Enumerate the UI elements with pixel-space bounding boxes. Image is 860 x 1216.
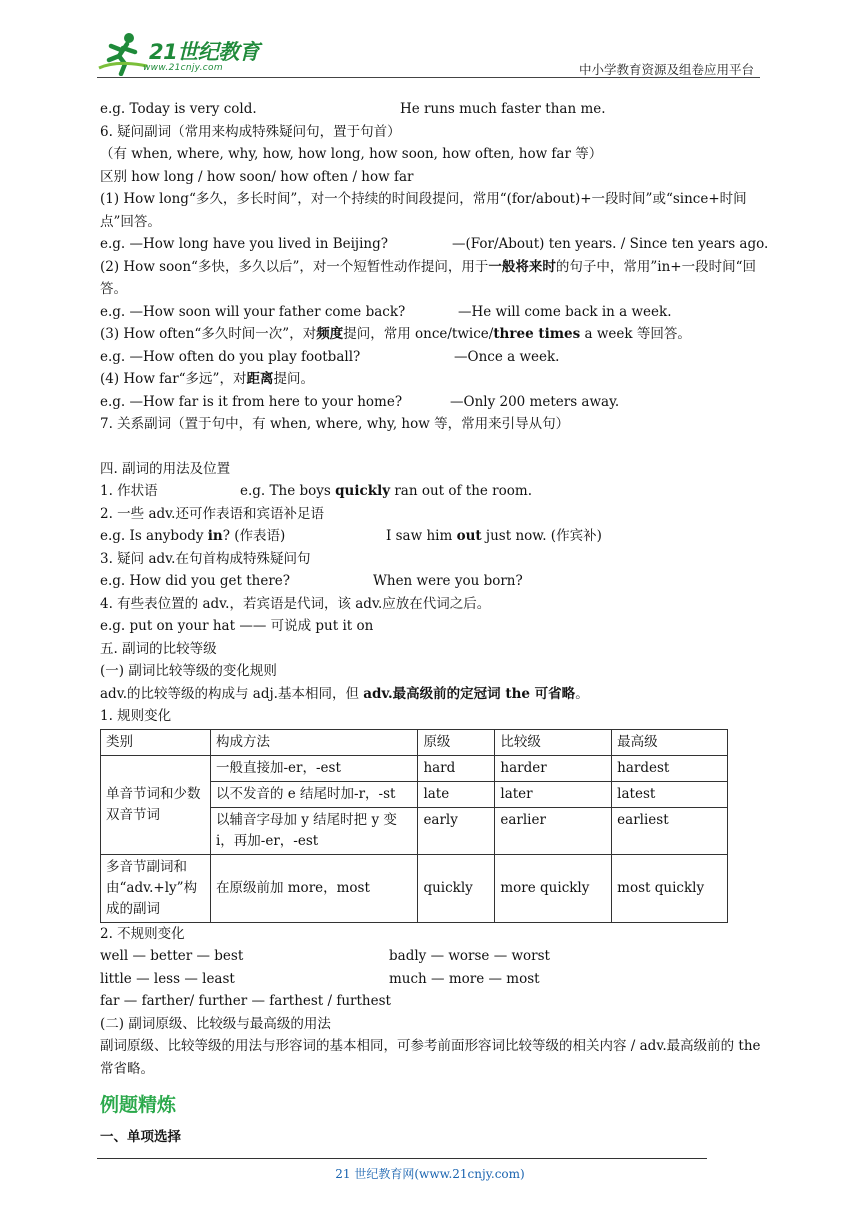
example-answer: —Only 200 meters away. — [450, 393, 620, 410]
table-cell: hard — [418, 755, 495, 781]
text-line — [100, 968, 762, 991]
logo — [97, 30, 267, 76]
table-row — [101, 755, 728, 781]
text-line — [100, 525, 762, 548]
examples-title: 例题精炼 — [100, 1094, 177, 1116]
table-cell: 一般直接加-er，-est — [210, 755, 417, 781]
example-answer: —(For/About) ten years. / Since ten years ago. — [452, 236, 769, 252]
text-line: 3. 疑问 adv.在句首构成特殊疑问句 — [100, 550, 311, 567]
table-cell: harder — [495, 755, 612, 781]
example-answer: —He will come back in a week. — [458, 303, 672, 320]
text-span: 的句子中，常用”in+一段时间“回答。 — [100, 258, 756, 297]
text-line — [100, 256, 762, 301]
text-line — [100, 391, 762, 414]
text-line — [100, 323, 762, 346]
example-question: e.g. —How soon will your father come back? — [100, 303, 406, 320]
text-line — [100, 570, 762, 593]
text-line: 4. 有些表位置的 adv.，若宾语是代词，该 adv.应放在代词之后。 — [100, 595, 491, 612]
table-header-cell: 最高级 — [612, 729, 728, 755]
text-line: 1. 规则变化 — [100, 708, 172, 724]
example-text: When were you born? — [373, 573, 523, 589]
table-cell: late — [418, 781, 495, 807]
text-line: （有 when, where, why, how, how long, how soon, how often, how far 等） — [100, 146, 603, 162]
comparison-table — [100, 729, 728, 923]
text-line — [100, 683, 762, 706]
table-header-cell: 构成方法 — [210, 729, 417, 755]
table-cell: quickly — [418, 854, 495, 922]
text-span: (2) How soon“多快，多久以后”，对一个短暂性动作提问，用于 — [100, 258, 489, 275]
example-question: e.g. —How far is it from here to your home? — [100, 393, 403, 410]
bold-term: 频度 — [316, 326, 344, 342]
table-header-cell: 比较级 — [495, 729, 612, 755]
text-line: 7. 关系副词（置于句中，有 when, where, why, how 等，常用来引导从句） — [100, 416, 570, 432]
example-text — [240, 480, 532, 503]
text-span: e.g. The boys — [240, 483, 336, 499]
example-text — [386, 525, 602, 548]
text-line — [100, 945, 762, 968]
text-line — [100, 368, 762, 391]
table-group-cell: 多音节副词和由“adv.+ly”构成的副词 — [101, 854, 211, 922]
example-text: e.g. How did you get there? — [100, 573, 291, 589]
example-answer: —Once a week. — [454, 348, 560, 365]
table-header-cell: 原级 — [418, 729, 495, 755]
text-line — [100, 233, 769, 256]
text-line: 区别 how long / how soon/ how often / how far — [100, 168, 414, 185]
irregular-form: well — better — best — [100, 948, 244, 964]
text-span: adv.的比较等级的构成与 adj.基本相同，但 — [100, 685, 364, 702]
table-group-cell: 单音节词和少数双音节词 — [101, 755, 211, 854]
bold-term: 一般将来时 — [488, 258, 556, 275]
irregular-form: badly — worse — worst — [389, 948, 550, 964]
text-line: (1) How long“多久，多长时间”，对一个持续的时间段提问，常用“(for/about)+一段时间”或“since+时间点”回答。 — [100, 191, 747, 230]
irregular-form: little — less — least — [100, 970, 235, 987]
footer-text: 21 世纪教育网(www.21cnjy.com) — [335, 1167, 525, 1181]
table-cell: early — [418, 807, 495, 854]
page-content — [100, 98, 769, 1150]
examples-subtitle: 一、单项选择 — [100, 1129, 181, 1145]
table-cell: latest — [612, 781, 728, 807]
table-cell: later — [495, 781, 612, 807]
section-heading: 五. 副词的比较等级 — [100, 640, 217, 657]
text-span: 提问，常用 once/twice/ — [343, 326, 494, 342]
text-line — [100, 346, 762, 369]
table-cell: 以辅音字母加 y 结尾时把 y 变 i，再加-er，-est — [210, 807, 417, 854]
example-text: He runs much faster than me. — [400, 101, 606, 117]
text-span: 。 — [575, 685, 589, 702]
example-text — [100, 528, 285, 544]
table-cell: 以不发音的 e 结尾时加-r，-st — [210, 781, 417, 807]
text-span: I saw him — [386, 528, 457, 544]
text-line: far — farther/ further — farthest / furthest — [100, 993, 391, 1009]
bold-term: quickly — [335, 483, 391, 499]
text-line: e.g. put on your hat —— 可说成 put it on — [100, 618, 374, 634]
logo-url: www.21cnjy.com — [143, 63, 223, 73]
text-span: e.g. Is anybody — [100, 528, 208, 544]
text-line: 2. 不规则变化 — [100, 925, 185, 942]
header-divider — [97, 77, 760, 78]
spacer — [100, 436, 762, 458]
table-cell: 在原级前加 more，most — [210, 854, 417, 922]
page-header — [97, 30, 760, 78]
text-span: 提问。 — [273, 371, 314, 387]
platform-name: 中小学教育资源及组卷应用平台 — [578, 62, 754, 77]
table-header-cell: 类别 — [101, 729, 211, 755]
text-span: ran out of the room. — [390, 483, 532, 499]
irregular-form: much — more — most — [389, 970, 540, 987]
footer-divider — [97, 1158, 707, 1159]
text-span: a week 等回答。 — [580, 326, 691, 342]
runner-logo-icon — [97, 30, 149, 76]
section-heading: 四. 副词的用法及位置 — [100, 460, 231, 477]
bold-term: out — [456, 528, 482, 544]
bold-term: 距离 — [246, 371, 274, 387]
table-row — [101, 854, 728, 922]
text-line: 2. 一些 adv.还可作表语和宾语补足语 — [100, 505, 324, 522]
bold-term: in — [207, 528, 223, 544]
example-text: e.g. Today is very cold. — [100, 101, 257, 117]
table-cell: more quickly — [495, 854, 612, 922]
text-line — [100, 98, 762, 121]
subsection-heading: (一) 副词比较等级的变化规则 — [100, 663, 277, 679]
text-span: 1. 作状语 — [100, 483, 158, 499]
table-cell: earliest — [612, 807, 728, 854]
text-span: just now. (作宾补) — [481, 528, 602, 544]
logo-text: 21世纪教育 — [149, 40, 260, 64]
example-question: e.g. —How often do you play football? — [100, 348, 361, 365]
table-cell: earlier — [495, 807, 612, 854]
table-cell: most quickly — [612, 854, 728, 922]
example-question: e.g. —How long have you lived in Beijing? — [100, 236, 389, 252]
bold-term: three times — [493, 326, 581, 342]
bold-term: adv.最高级前的定冠词 the 可省略 — [363, 685, 576, 702]
table-cell: hardest — [612, 755, 728, 781]
text-span: (3) How often“多久时间一次”，对 — [100, 326, 317, 342]
text-span: (4) How far“多远”，对 — [100, 371, 247, 387]
text-span: ? (作表语) — [222, 528, 286, 544]
text-line — [100, 480, 762, 503]
subsection-heading: (二) 副词原级、比较级与最高级的用法 — [100, 1015, 331, 1032]
text-line: 6. 疑问副词（常用来构成特殊疑问句，置于句首） — [100, 123, 401, 140]
text-line: 副词原级、比较等级的用法与形容词的基本相同，可参考前面形容词比较等级的相关内容 / adv.最高级前的 the 常省略。 — [100, 1038, 761, 1077]
text-line — [100, 301, 762, 324]
table-header-row — [101, 729, 728, 755]
